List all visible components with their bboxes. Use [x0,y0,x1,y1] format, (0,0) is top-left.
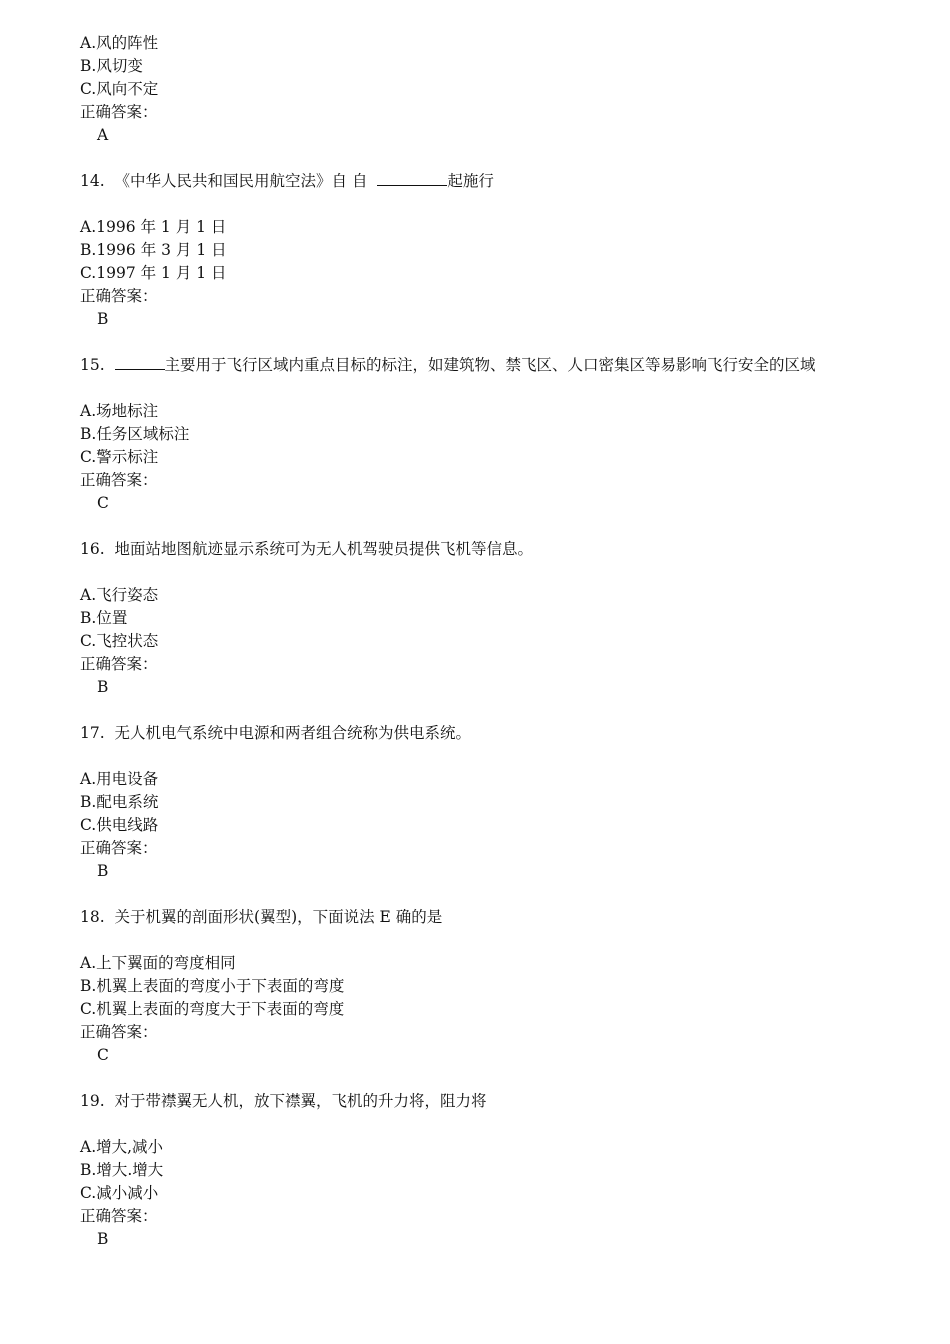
option-b: B.风切变 [80,57,143,75]
document-page [80,32,880,1251]
answer-value: C [97,1046,109,1064]
question-text: 15. 主要用于飞行区域内重点目标的标注，如建筑物、禁飞区、人口密集区等易影响飞行安全的区域 [80,356,816,374]
prev-question-block [80,32,880,147]
question-number: 18. [80,908,105,926]
answer-value: B [97,310,109,328]
question-16 [80,538,880,699]
question-number: 14. [80,172,105,190]
option-a: A.用电设备 [80,770,159,788]
option-c: C.风向不定 [80,80,159,98]
question-text: 19. 对于带襟翼无人机，放下襟翼，飞机的升力将，阻力将 [80,1092,487,1110]
question-text: 16. 地面站地图航迹显示系统可为无人机驾驶员提供飞机等信息。 [80,540,534,558]
question-18 [80,906,880,1067]
option-c: C.警示标注 [80,448,159,466]
answer-value: B [97,1230,109,1248]
question-15 [80,354,880,515]
option-c: C.1997 年 1 月 1 日 [80,264,227,282]
option-b: B.任务区域标注 [80,425,190,443]
question-text: 17. 无人机电气系统中电源和两者组合统称为供电系统。 [80,724,472,742]
answer-label: 正确答案： [80,103,158,121]
option-b: B.位置 [80,609,128,627]
question-19 [80,1090,880,1251]
option-b: B.机翼上表面的弯度小于下表面的弯度 [80,977,345,995]
option-c: C.减小减小 [80,1184,159,1202]
answer-label: 正确答案： [80,655,158,673]
fill-blank [377,171,447,186]
answer-label: 正确答案： [80,1023,158,1041]
answer-value: C [97,494,109,512]
option-a: A.场地标注 [80,402,159,420]
question-number: 15. [80,356,105,374]
question-text: 14. 《中华人民共和国民用航空法》自 自 起施行 [80,172,494,190]
question-text: 18. 关于机翼的剖面形状(翼型)，下面说法 E 确的是 [80,908,443,926]
answer-value: B [97,862,109,880]
question-number: 19. [80,1092,105,1110]
option-c: C.飞控状态 [80,632,159,650]
question-17 [80,722,880,883]
answer-value: A [97,126,109,144]
option-b: B.增大.增大 [80,1161,164,1179]
fill-blank [115,355,165,370]
answer-label: 正确答案： [80,471,158,489]
option-a: A.1996 年 1 月 1 日 [80,218,227,236]
option-b: B.配电系统 [80,793,159,811]
question-number: 17. [80,724,105,742]
option-c: C.机翼上表面的弯度大于下表面的弯度 [80,1000,345,1018]
question-number: 16. [80,540,105,558]
option-a: A.飞行姿态 [80,586,159,604]
option-a: A.风的阵性 [80,34,159,52]
option-b: B.1996 年 3 月 1 日 [80,241,227,259]
answer-value: B [97,678,109,696]
answer-label: 正确答案： [80,287,158,305]
answer-label: 正确答案： [80,839,158,857]
option-a: A.上下翼面的弯度相同 [80,954,236,972]
question-14 [80,170,880,331]
answer-label: 正确答案： [80,1207,158,1225]
option-a: A.增大,减小 [80,1138,164,1156]
option-c: C.供电线路 [80,816,159,834]
